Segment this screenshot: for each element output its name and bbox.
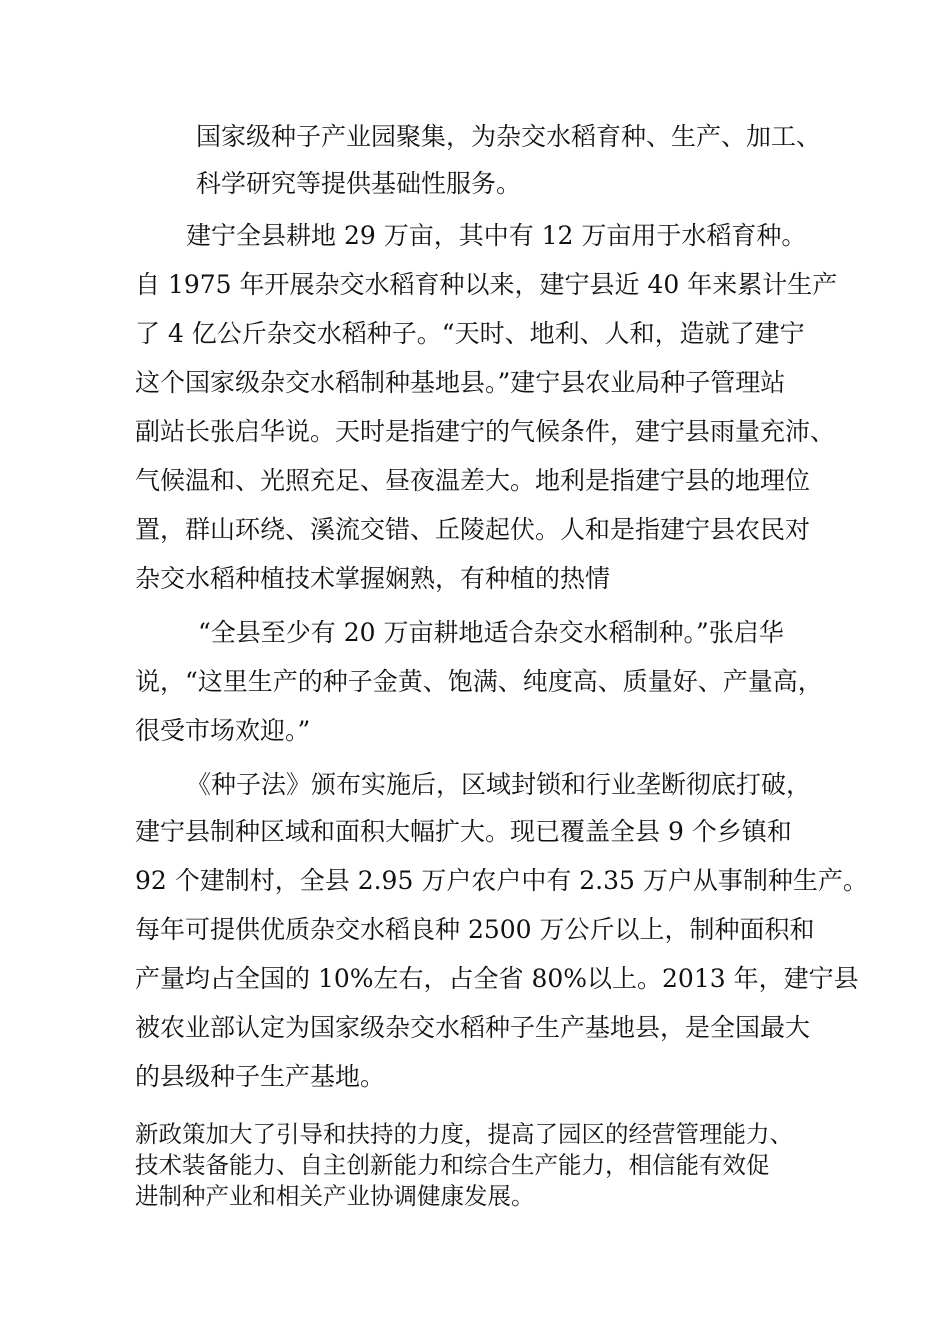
text-line: 建宁全县耕地 29 万亩，其中有 12 万亩用于水稻育种。	[186, 221, 807, 250]
text-line: 说，“这里生产的种子金黄、饱满、纯度高、质量好、产量高，	[135, 667, 823, 696]
text-line: 建宁县制种区域和面积大幅扩大。现已覆盖全县 9 个乡镇和	[135, 817, 792, 846]
text-line: 科学研究等提供基础性服务。	[196, 169, 522, 198]
text-line: 杂交水稻种植技术掌握娴熟，有种植的热情	[135, 564, 611, 593]
text-line: 置，群山环绕、溪流交错、丘陵起伏。人和是指建宁县农民对	[135, 515, 811, 544]
text-line: 技术装备能力、自主创新能力和综合生产能力，相信能有效促	[135, 1151, 770, 1179]
text-line: “全县至少有 20 万亩耕地适合杂交水稻制种。”张启华	[198, 618, 784, 647]
text-line: 产量均占全国的 10%左右，占全省 80%以上。2013 年，建宁县	[135, 964, 859, 993]
text-line: 《种子法》颁布实施后，区域封锁和行业垄断彻底打破，	[186, 770, 812, 799]
text-line: 每年可提供优质杂交水稻良种 2500 万公斤以上，制种面积和	[135, 915, 815, 944]
text-line: 新政策加大了引导和扶持的力度，提高了园区的经营管理能力、	[135, 1120, 793, 1148]
text-line: 进制种产业和相关产业协调健康发展。	[135, 1182, 535, 1210]
text-line: 这个国家级杂交水稻制种基地县。”建宁县农业局种子管理站	[135, 368, 786, 397]
text-line: 的县级种子生产基地。	[135, 1062, 386, 1091]
text-line: 自 1975 年开展杂交水稻育种以来，建宁县近 40 年来累计生产	[135, 270, 838, 299]
text-line: 副站长张启华说。天时是指建宁的气候条件，建宁县雨量充沛、	[135, 417, 836, 446]
text-line: 国家级种子产业园聚集，为杂交水稻育种、生产、加工、	[196, 122, 822, 151]
text-line: 气候温和、光照充足、昼夜温差大。地利是指建宁县的地理位	[135, 466, 811, 495]
text-line: 92 个建制村，全县 2.95 万户农户中有 2.35 万户从事制种生产。	[135, 866, 868, 895]
text-line: 被农业部认定为国家级杂交水稻种子生产基地县，是全国最大	[135, 1013, 811, 1042]
text-line: 了 4 亿公斤杂交水稻种子。“天时、地利、人和，造就了建宁	[135, 319, 805, 348]
text-line: 很受市场欢迎。”	[135, 716, 311, 745]
